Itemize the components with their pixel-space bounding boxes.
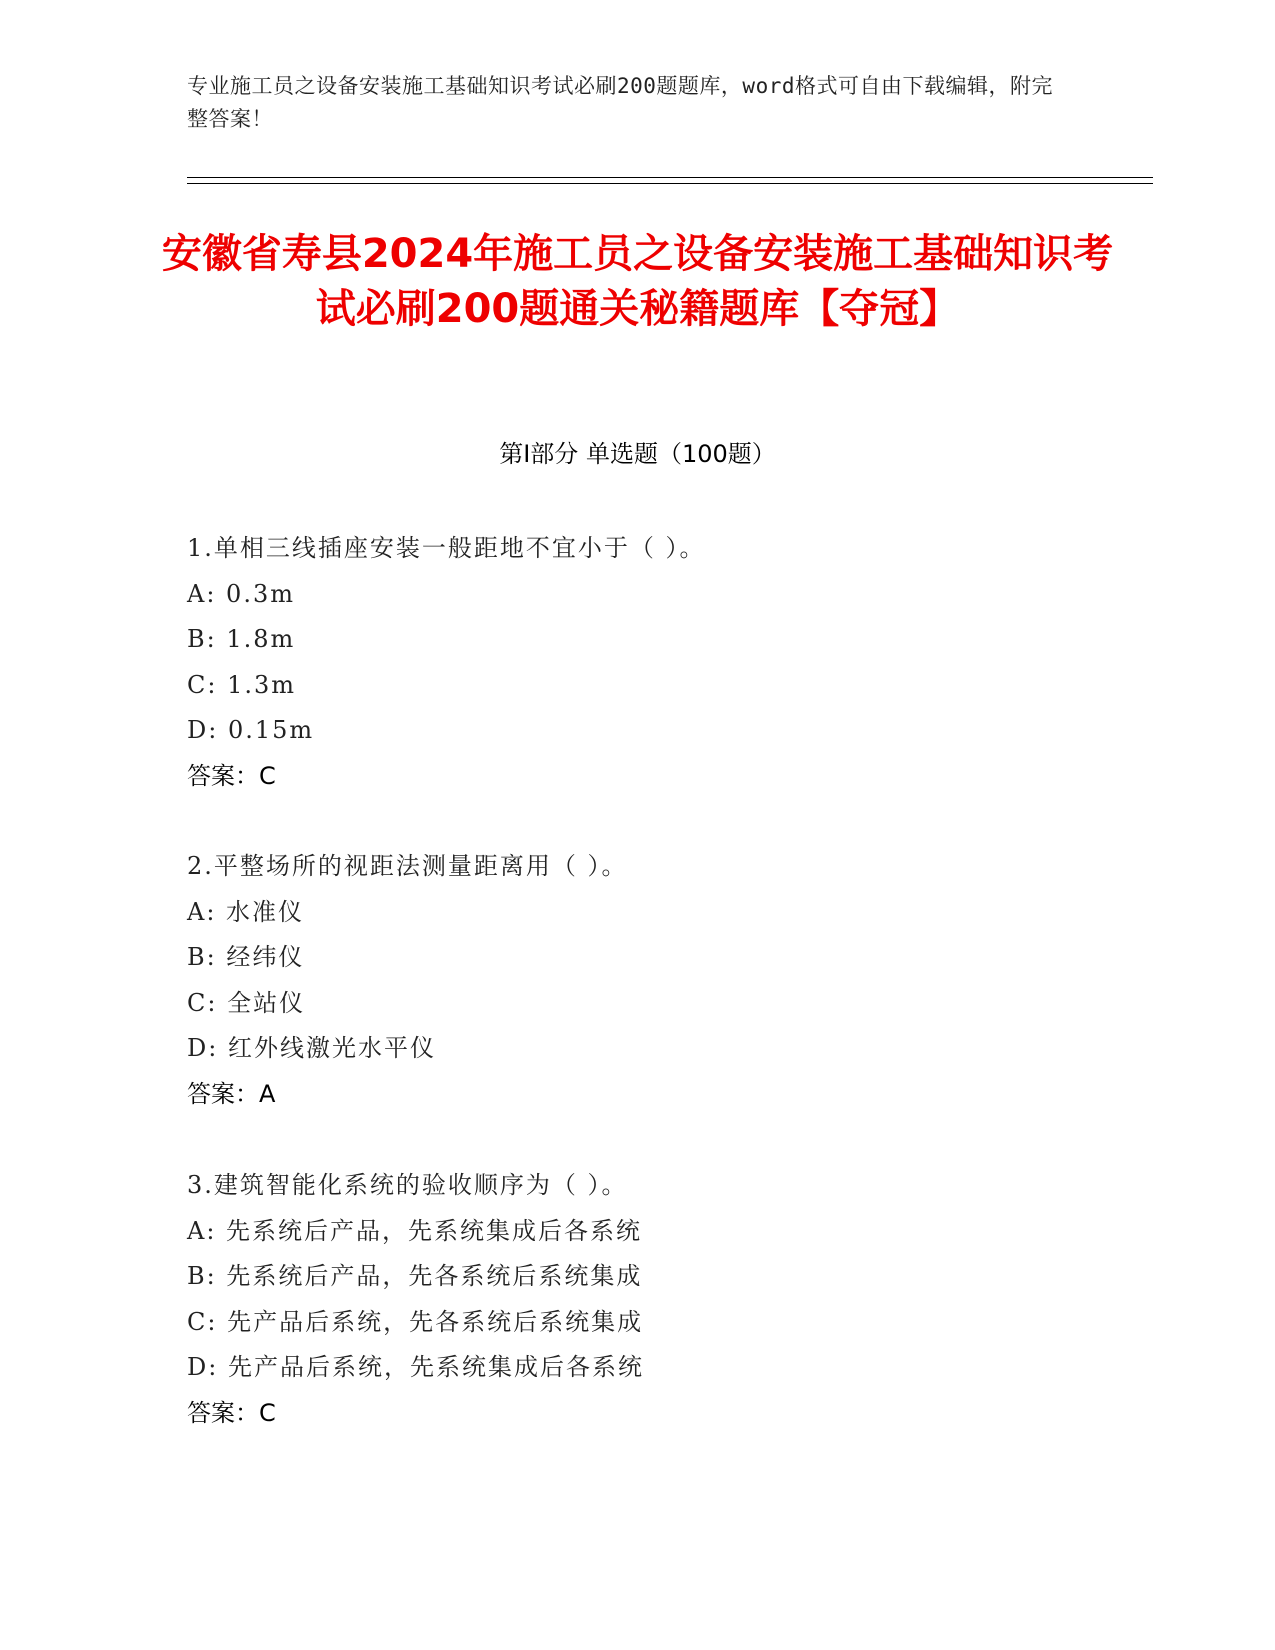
- option-c: C: 1.3m: [187, 670, 297, 699]
- header-divider-bottom: [187, 183, 1153, 184]
- question-stem: 2.平整场所的视距法测量距离用（ ）。: [187, 852, 628, 880]
- document-title: 安徽省寿县2024年施工员之设备安装施工基础知识考试必刷200题通关秘籍题库【夺冠】: [161, 231, 1114, 332]
- answer: 答案：C: [187, 761, 276, 790]
- option-c: C: 全站仪: [187, 988, 306, 1017]
- answer: 答案：A: [187, 1079, 276, 1108]
- option-c: C: 先产品后系统，先各系统后系统集成: [187, 1307, 644, 1336]
- section-title: 第I部分 单选题（100题）: [499, 440, 776, 468]
- question-2: [187, 844, 1087, 1117]
- option-b: B: 先系统后产品，先各系统后系统集成: [187, 1262, 643, 1290]
- header-note: 专业施工员之设备安装施工基础知识考试必刷200题题库，word格式可自由下载编辑，附完整答案！: [187, 74, 1053, 131]
- question-stem: 3.建筑智能化系统的验收顺序为（ ）。: [187, 1171, 628, 1199]
- option-d: D: 先产品后系统，先系统集成后各系统: [187, 1353, 644, 1381]
- question-3: [187, 1163, 1087, 1436]
- option-d: D: 0.15m: [187, 716, 315, 744]
- question-1: [187, 526, 1087, 799]
- option-b: B: 1.8m: [187, 625, 296, 653]
- option-a: A: 先系统后产品，先系统集成后各系统: [187, 1216, 643, 1245]
- option-b: B: 经纬仪: [187, 943, 305, 971]
- option-d: D: 红外线激光水平仪: [187, 1034, 436, 1062]
- option-a: A: 0.3m: [187, 579, 295, 608]
- option-a: A: 水准仪: [187, 897, 305, 926]
- header-divider-top: [187, 177, 1153, 178]
- question-stem: 1.单相三线插座安装一般距地不宜小于（ ）。: [187, 534, 706, 562]
- answer: 答案：C: [187, 1398, 276, 1427]
